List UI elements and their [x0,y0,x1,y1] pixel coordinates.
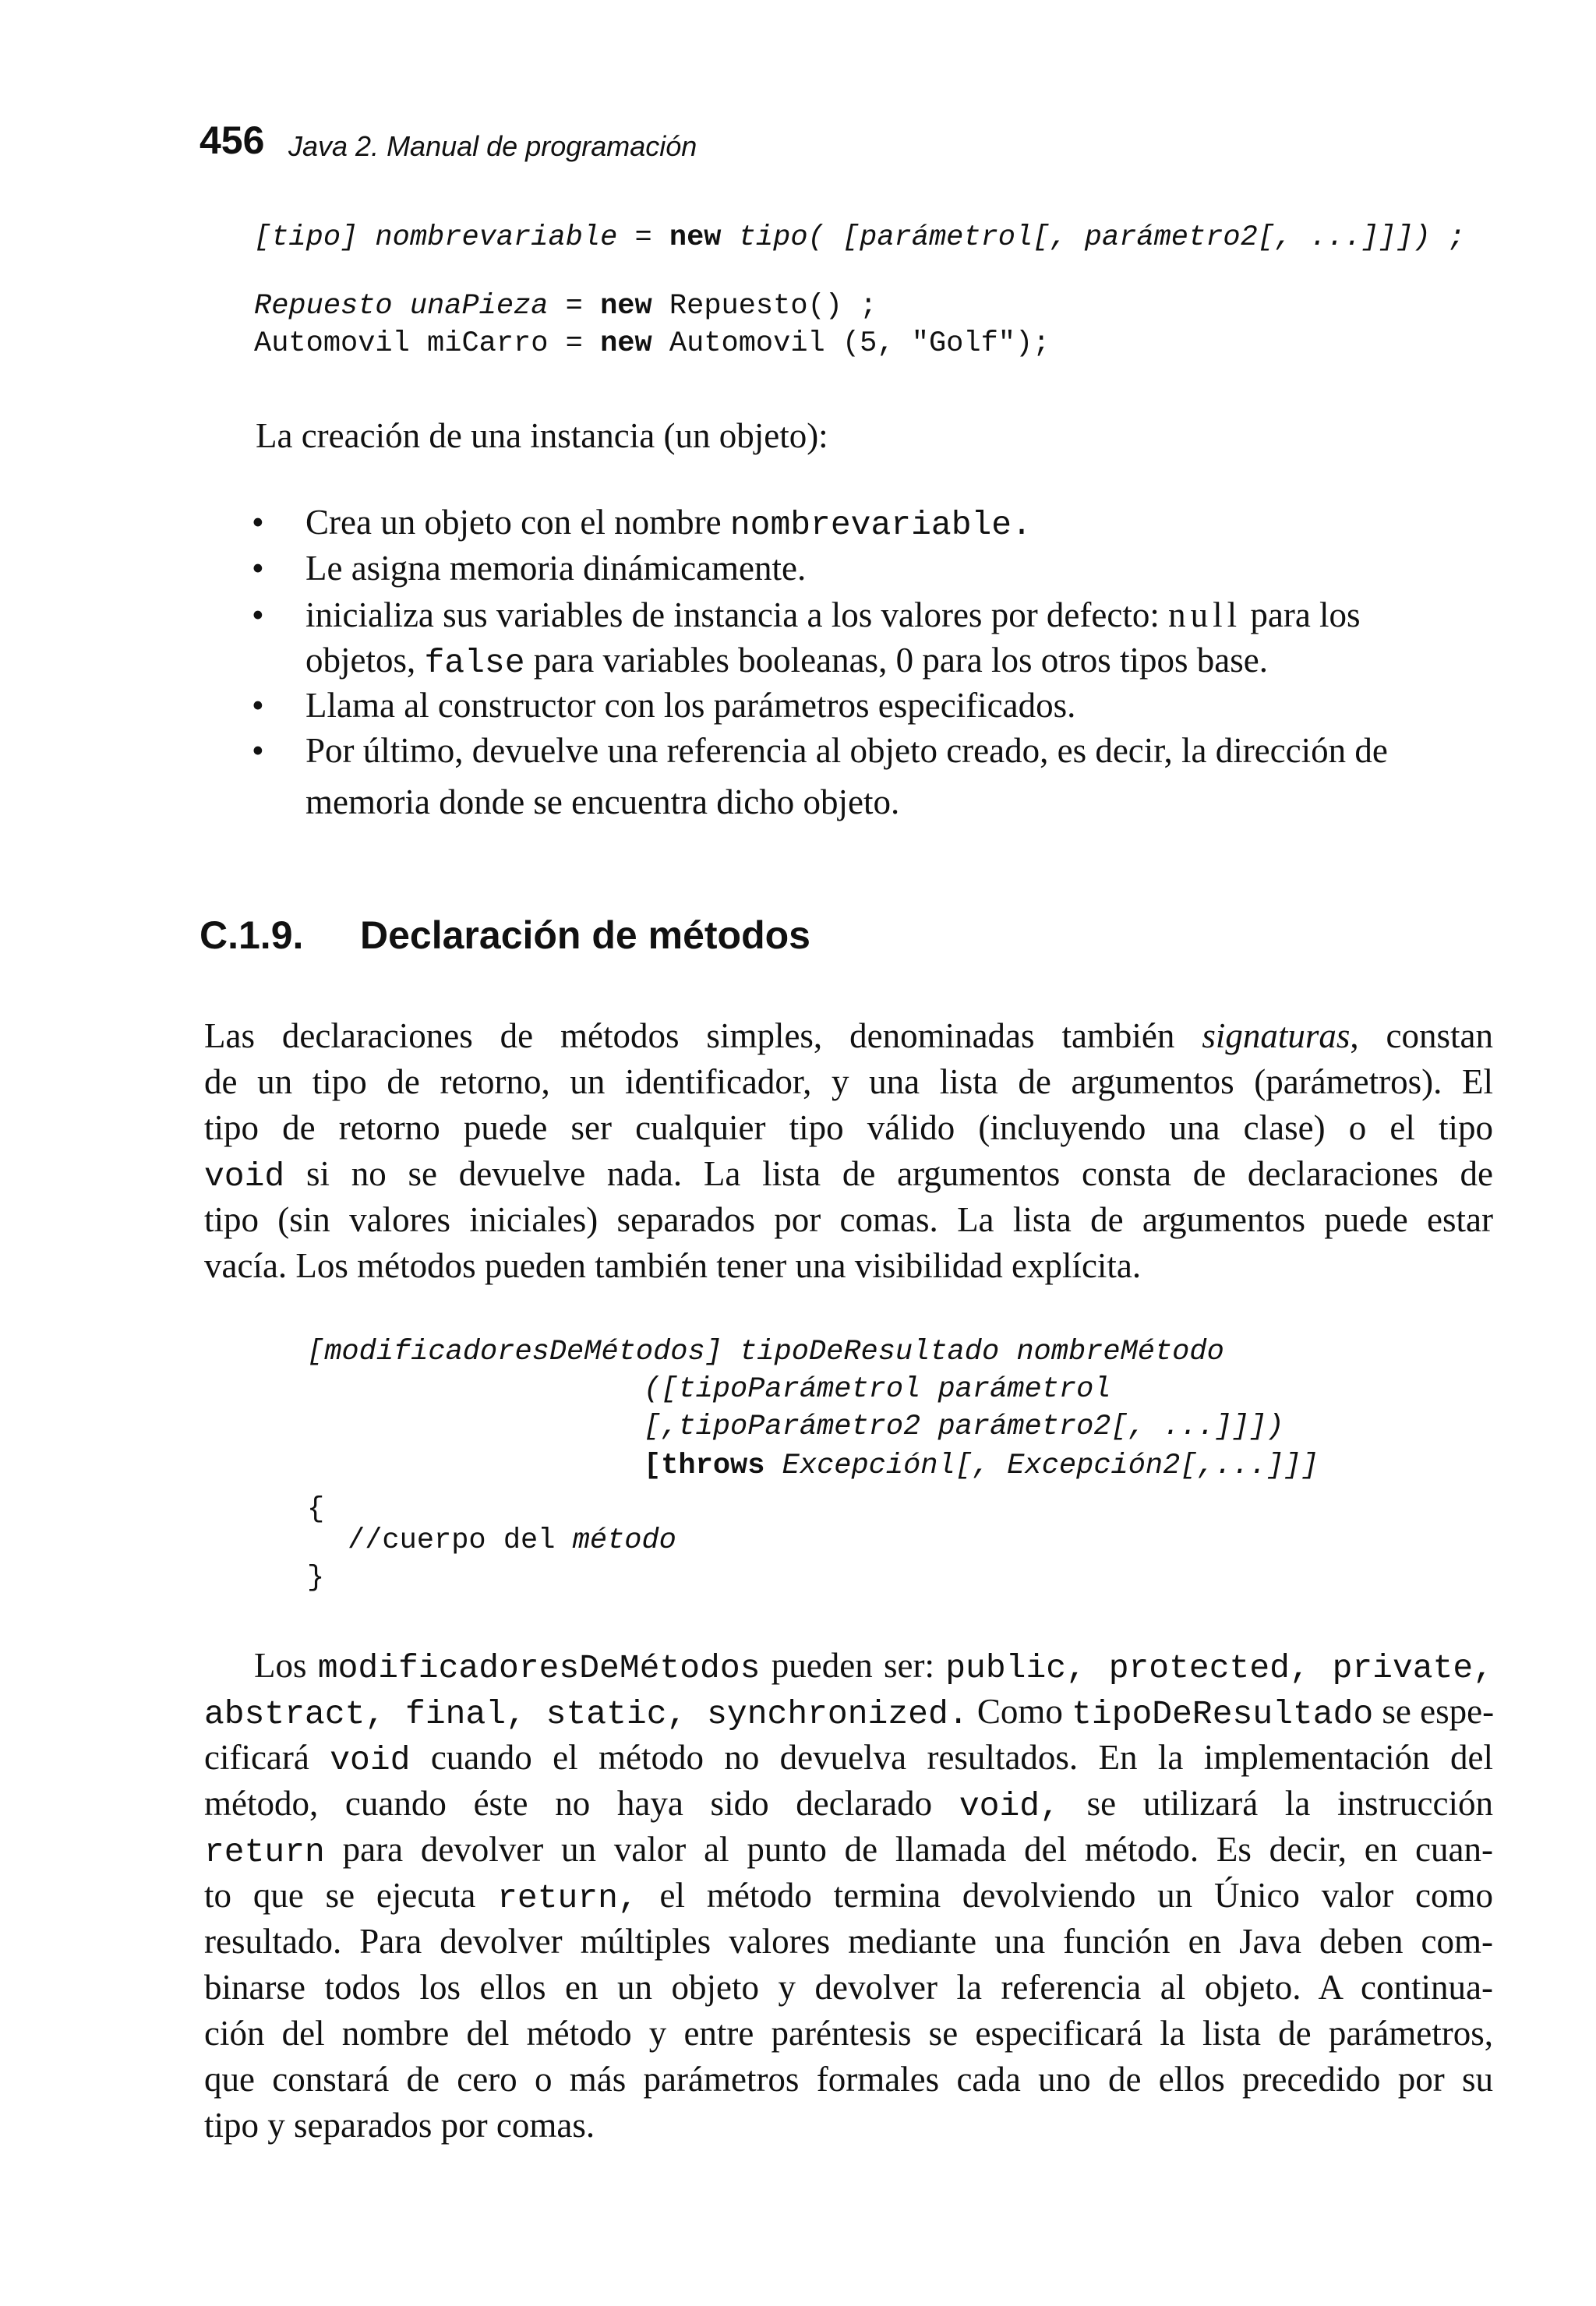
paragraph-line: tipo y separados por comas. [204,2106,595,2145]
bullet-null-word: null [1168,595,1242,634]
inline-code: void [330,1741,411,1779]
paragraph-line [204,1735,1493,1781]
code-body-comment [348,1523,676,1559]
bullet-text-continuation: memoria donde se encuentra dicho objeto. [305,782,900,821]
bullet-text [305,500,1032,548]
paragraph-method-declaration [204,1013,1493,1289]
inline-code: abstract, final, static, synchronized. [204,1695,969,1733]
code-new-syntax [254,220,1465,256]
code-example-1-a: Repuesto unaPieza = [254,290,601,323]
text-run: el método termina devolviendo un Único valor como [637,1876,1493,1915]
bullet-text-part: para los [1241,595,1361,634]
paragraph-line [204,1873,1493,1919]
text-run: cificará [204,1738,330,1777]
inline-code: public, protected, private, [945,1649,1493,1687]
text-run: si no se devuelve nada. La lista de argumentos consta de declaraciones de [284,1154,1493,1193]
code-comment: //cuerpo del [348,1524,573,1557]
text-run: , constan [1350,1016,1493,1055]
inline-code: void, [959,1787,1060,1825]
page-number: 456 [200,118,265,162]
code-example-2 [254,326,1050,362]
paragraph-line: resultado. Para devolver múltiples valores mediante una función en Java deben com- [204,1922,1493,1961]
bullet-marker: • [252,503,264,542]
bullet-marker: • [252,595,264,634]
inline-code: modificadoresDeMétodos [317,1649,761,1687]
paragraph-line: tipo (sin valores iniciales) separados por comas. La lista de argumentos puede estar [204,1200,1493,1239]
text-run: método, cuando éste no haya sido declarado [204,1784,959,1823]
bullet-text [305,592,1361,637]
code-example-2-b: Automovil (5, "Golf"); [651,327,1050,360]
section-title: Declaración de métodos [360,913,810,957]
code-example-1 [254,288,877,324]
code-method-line-2: ([tipoParámetrol parámetrol [644,1373,1111,1406]
inline-code: return, [497,1879,638,1917]
code-comment-italic: método [572,1524,676,1557]
bullet-marker: • [252,686,264,725]
running-header-title: Java 2. Manual de programación [288,130,697,162]
paragraph-line: tipo de retorno puede ser cualquier tipo válido (incluyendo una clase) o el tipo [204,1108,1493,1147]
bullet-text-part: para variables booleanas, 0 para los otros tipos base. [524,641,1268,680]
code-new-syntax-b: tipo( [parámetrol[, parámetro2[, ...]]]) ; [721,221,1466,254]
text-run: para devolver un valor al punto de llamada del método. Es decir, en cuan- [324,1830,1493,1869]
text-run: se espe- [1373,1692,1495,1731]
bullet-marker: • [252,731,264,770]
paragraph-line: ción del nombre del método y entre paréntesis se especificará la lista de parámetros, [204,2014,1493,2053]
bullet-code: false [424,644,525,682]
code-example-2-a: Automovil miCarro = [254,327,601,360]
inline-code: tipoDeResultado [1072,1695,1374,1733]
code-throws-keyword: throws [661,1450,765,1482]
code-example-2-keyword: new [600,327,652,360]
code-signature: tipoDeResultado nombreMétodo [722,1336,1224,1368]
code-modifiers: [modificadoresDeMétodos] [307,1336,722,1368]
code-example-1-b: Repuesto() ; [651,290,877,323]
paragraph-line [204,1827,1493,1873]
emphasis-signaturas: signaturas [1202,1016,1351,1055]
code-method-line-4 [644,1448,1319,1484]
bullet-text: Llama al constructor con los parámetros especificados. [305,686,1076,725]
code-method-line-3: [,tipoParámetro2 parámetro2[, ...]]]) [644,1411,1284,1443]
inline-code: void [204,1157,285,1195]
bullet-marker: • [252,549,264,588]
code-new-syntax-a: [tipo] nombrevariable = [254,221,669,254]
text-run: pueden ser: [760,1646,946,1685]
bullet-text: Le asigna memoria dinámicamente. [305,549,807,588]
code-new-keyword: new [669,221,722,254]
bullet-text-continuation [305,637,1268,686]
code-close-brace: } [307,1562,325,1594]
paragraph-line: binarse todos los ellos en un objeto y devolver la referencia al objeto. A continua- [204,1968,1493,2007]
section-number: C.1.9. [200,913,304,957]
bullet-text-part: objetos, [305,641,425,680]
text-run: Como [968,1692,1072,1731]
bullet-code: nombrevariable. [729,506,1032,544]
code-example-1-keyword: new [600,290,652,323]
paragraph-line: de un tipo de retorno, un identificador, y una lista de argumentos (parámetros). El [204,1062,1493,1101]
paragraph-line [204,1689,1493,1735]
bullet-text-part: inicializa sus variables de instancia a los valores por defecto: [305,595,1169,634]
bullet-text-part: Crea un objeto con el nombre [305,503,730,542]
text-run: Los [254,1646,318,1685]
text-run: Las declaraciones de métodos simples, denominadas también [204,1016,1202,1055]
paragraph-line: que constará de cero o más parámetros formales cada uno de ellos precedido por su [204,2060,1493,2099]
paragraph-modifiers [204,1643,1493,2149]
paragraph-line [204,1643,1493,1689]
text-run: se utilizará la instrucción [1059,1784,1494,1823]
text-run: to que se ejecuta [204,1876,498,1915]
text-run: cuando el método no devuelva resultados. En la implementación del [410,1738,1493,1777]
bullet-text: Por último, devuelve una referencia al objeto creado, es decir, la dirección de [305,731,1388,770]
paragraph-line [204,1781,1493,1827]
paragraph-line: vacía. Los métodos pueden también tener una visibilidad explícita. [204,1246,1142,1285]
paragraph-line [204,1151,1493,1197]
inline-code: return [204,1833,325,1871]
code-exceptions: Excepciónl[, Excepción2[,...]]] [764,1450,1319,1482]
code-open-brace: { [307,1493,325,1526]
paragraph-line [204,1013,1493,1059]
code-bracket: [ [644,1450,662,1482]
instance-intro: La creación de una instancia (un objeto): [256,416,828,455]
code-method-line-1 [307,1334,1224,1370]
section-heading [200,912,810,959]
